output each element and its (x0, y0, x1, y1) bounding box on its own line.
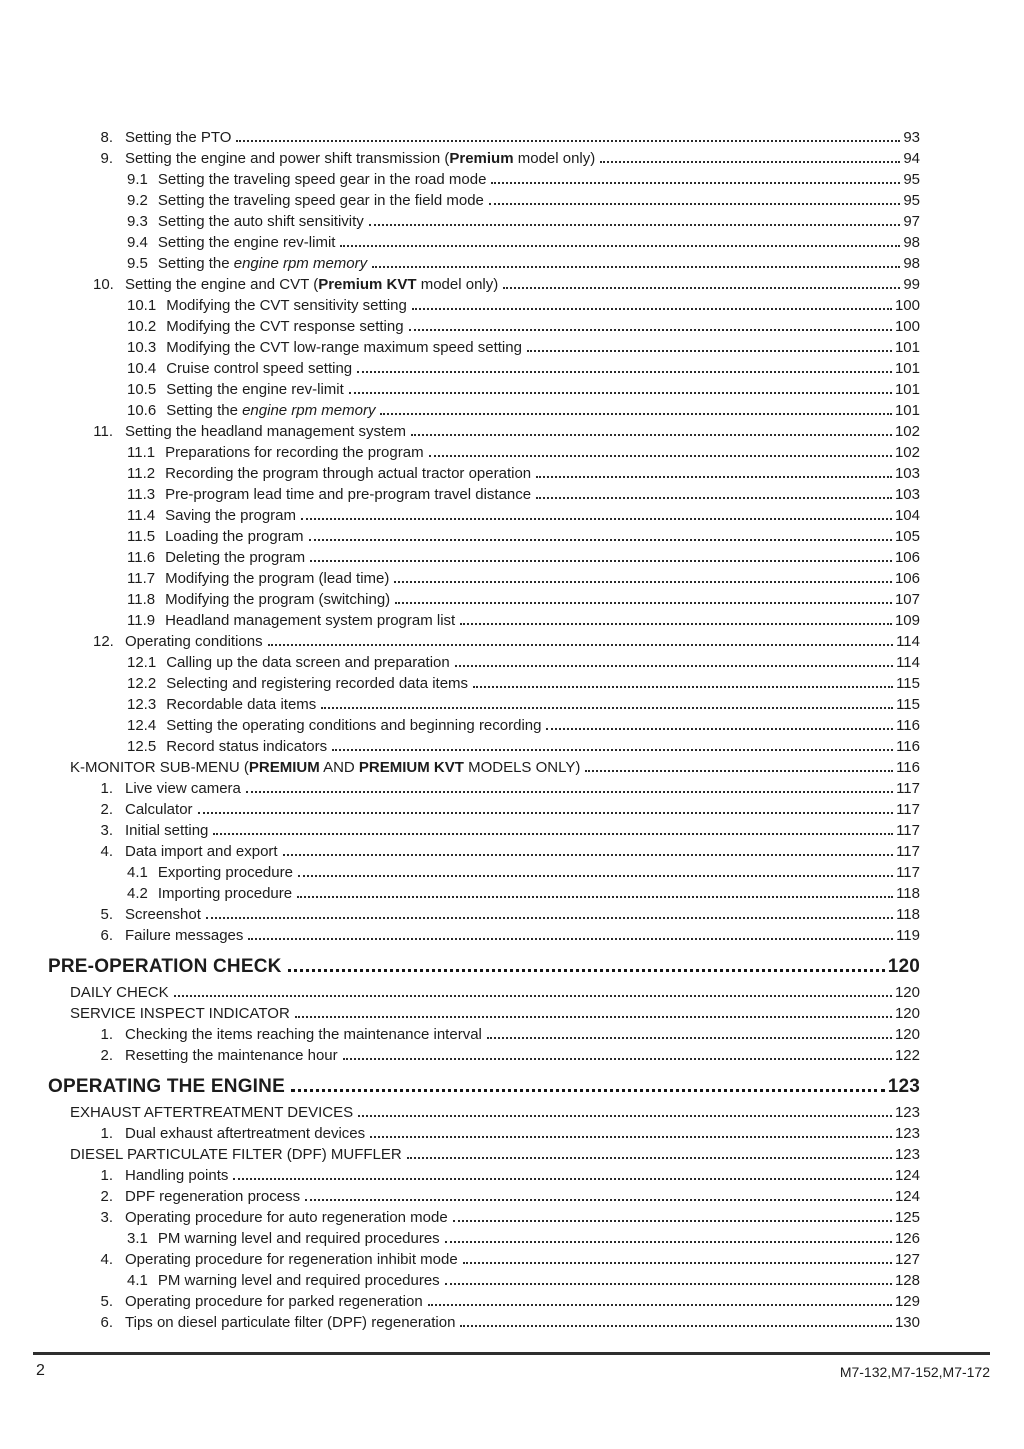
entry-page-number: 120 (887, 956, 920, 977)
entry-title: Modifying the CVT low-range maximum speed setting (166, 339, 522, 356)
toc-entry (93, 1045, 920, 1066)
entry-number: 5. (100, 1293, 113, 1310)
toc-entry (93, 631, 920, 652)
toc-entry (93, 1312, 920, 1333)
dot-leader (233, 1175, 892, 1180)
dot-leader (309, 536, 892, 541)
entry-page-number: 117 (896, 780, 920, 797)
toc-entry (127, 589, 920, 610)
entry-page-number: 117 (896, 864, 920, 881)
dot-leader (460, 620, 892, 625)
entry-page-number: 119 (896, 927, 920, 944)
entry-page-number: 101 (894, 360, 920, 377)
entry-page-number: 95 (903, 171, 920, 188)
entry-title: K-MONITOR SUB-MENU (PREMIUM AND PREMIUM KVT MODELS ONLY) (70, 759, 581, 776)
dot-leader (394, 578, 892, 583)
entry-number: 2. (100, 1188, 113, 1205)
toc-entry (127, 736, 920, 757)
entry-number: 4.1 (127, 1272, 148, 1289)
entry-title: Loading the program (165, 528, 304, 545)
toc-entry (127, 358, 920, 379)
dot-leader (489, 200, 900, 205)
entry-page-number: 116 (896, 759, 920, 776)
dot-leader (372, 263, 900, 268)
entry-title: PM warning level and required procedures (157, 1230, 440, 1247)
toc-entry (48, 1074, 920, 1100)
entry-title: Recordable data items (166, 696, 317, 713)
entry-number: 4.1 (127, 864, 148, 881)
dot-leader (445, 1238, 892, 1243)
dot-leader (174, 992, 892, 997)
entry-page-number: 120 (894, 1026, 920, 1043)
entry-page-number: 118 (896, 885, 920, 902)
entry-page-number: 114 (896, 654, 920, 671)
toc-entry (93, 841, 920, 862)
toc-entry (93, 127, 920, 148)
entry-number: 9.5 (127, 255, 148, 272)
entry-title: Data import and export (125, 843, 278, 860)
entry-title: Setting the traveling speed gear in the road mode (157, 171, 487, 188)
entry-title: Handling points (125, 1167, 229, 1184)
entry-page-number: 122 (894, 1047, 920, 1064)
entry-title: Setting the engine rpm memory (157, 255, 368, 272)
entry-page-number: 107 (894, 591, 920, 608)
entry-title: OPERATING THE ENGINE (48, 1076, 285, 1097)
entry-title: Setting the PTO (125, 129, 232, 146)
entry-page-number: 130 (894, 1314, 920, 1331)
entry-page-number: 118 (896, 906, 920, 923)
entry-page-number: 123 (894, 1104, 920, 1121)
entry-page-number: 103 (894, 486, 920, 503)
toc-entry (93, 799, 920, 820)
entry-number: 3. (100, 822, 113, 839)
dot-leader (453, 1217, 892, 1222)
toc-entry (127, 232, 920, 253)
toc-entry (93, 1207, 920, 1228)
entry-title: Importing procedure (157, 885, 293, 902)
dot-leader (463, 1259, 892, 1264)
entry-title: Failure messages (125, 927, 244, 944)
toc-entry (127, 883, 920, 904)
entry-page-number: 123 (887, 1076, 920, 1097)
entry-page-number: 97 (903, 213, 920, 230)
entry-page-number: 101 (894, 381, 920, 398)
entry-title: Saving the program (165, 507, 296, 524)
dot-leader (340, 242, 900, 247)
toc-entry (93, 274, 920, 295)
entry-page-number: 98 (903, 255, 920, 272)
entry-title: Setting the auto shift sensitivity (157, 213, 364, 230)
entry-title: Setting the engine and CVT (Premium KVT model only) (125, 276, 499, 293)
toc-entry (127, 1228, 920, 1249)
entry-number: 5. (100, 906, 113, 923)
entry-page-number: 104 (894, 507, 920, 524)
toc-list (48, 127, 920, 1333)
entry-title: DAILY CHECK (70, 984, 169, 1001)
dot-leader (407, 1154, 892, 1159)
toc-entry (127, 169, 920, 190)
entry-number: 10.2 (127, 318, 157, 335)
toc-entry (70, 757, 920, 778)
toc-entry (127, 526, 920, 547)
entry-number: 11.6 (127, 549, 156, 566)
entry-title: Resetting the maintenance hour (125, 1047, 338, 1064)
dot-leader (349, 389, 892, 394)
entry-title: Preparations for recording the program (165, 444, 424, 461)
dot-leader (491, 179, 900, 184)
entry-number: 11.3 (127, 486, 156, 503)
entry-number: 1. (100, 1026, 113, 1043)
entry-title: Setting the engine rpm memory (166, 402, 376, 419)
entry-title: Headland management system program list (165, 612, 456, 629)
entry-number: 1. (100, 780, 113, 797)
entry-page-number: 106 (894, 570, 920, 587)
entry-page-number: 103 (894, 465, 920, 482)
entry-number: 1. (100, 1125, 113, 1142)
entry-title: EXHAUST AFTERTREATMENT DEVICES (70, 1104, 354, 1121)
entry-page-number: 102 (894, 444, 920, 461)
dot-leader (332, 746, 893, 751)
dot-leader (298, 872, 893, 877)
entry-page-number: 115 (896, 675, 920, 692)
entry-page-number: 123 (894, 1125, 920, 1142)
dot-leader (283, 851, 894, 856)
toc-entry (127, 547, 920, 568)
entry-title: Operating procedure for parked regeneration (125, 1293, 423, 1310)
dot-leader (305, 1196, 892, 1201)
toc-entry (93, 421, 920, 442)
entry-title: Recording the program through actual tractor operation (165, 465, 532, 482)
toc-entry (93, 148, 920, 169)
dot-leader (536, 473, 892, 478)
entry-number: 11. (93, 423, 113, 440)
entry-number: 10.6 (127, 402, 157, 419)
entry-number: 4.2 (127, 885, 148, 902)
entry-title: Setting the engine rev-limit (157, 234, 336, 251)
entry-title: Checking the items reaching the maintenance interval (125, 1026, 482, 1043)
entry-title: Live view camera (125, 780, 241, 797)
entry-page-number: 115 (896, 696, 920, 713)
dot-leader (411, 431, 892, 436)
toc-entry (70, 1003, 920, 1024)
dot-leader (198, 809, 894, 814)
toc-entry (127, 442, 920, 463)
entry-number: 10.1 (127, 297, 157, 314)
entry-number: 2. (100, 801, 113, 818)
entry-number: 6. (100, 927, 113, 944)
entry-title: Tips on diesel particulate filter (DPF) regeneration (125, 1314, 456, 1331)
entry-number: 2. (100, 1047, 113, 1064)
entry-number: 1. (100, 1167, 113, 1184)
entry-title: Deleting the program (165, 549, 306, 566)
dot-leader (445, 1280, 892, 1285)
toc-entry (127, 652, 920, 673)
dot-leader (295, 1013, 892, 1018)
entry-title: Modifying the CVT sensitivity setting (166, 297, 407, 314)
entry-title: Modifying the CVT response setting (166, 318, 404, 335)
entry-page-number: 116 (896, 717, 920, 734)
toc-entry (127, 295, 920, 316)
entry-number: 10.5 (127, 381, 157, 398)
dot-leader (600, 158, 900, 163)
dot-leader (487, 1034, 892, 1039)
dot-leader (395, 599, 892, 604)
entry-title: DPF regeneration process (125, 1188, 301, 1205)
entry-title: PRE-OPERATION CHECK (48, 956, 282, 977)
dot-leader (428, 1301, 892, 1306)
entry-page-number: 124 (894, 1188, 920, 1205)
entry-number: 9.3 (127, 213, 148, 230)
dot-leader (473, 683, 893, 688)
entry-page-number: 123 (894, 1146, 920, 1163)
entry-page-number: 125 (894, 1209, 920, 1226)
entry-page-number: 106 (894, 549, 920, 566)
dot-leader (370, 1133, 892, 1138)
entry-number: 9.1 (127, 171, 148, 188)
entry-page-number: 116 (896, 738, 920, 755)
entry-number: 10.3 (127, 339, 157, 356)
entry-number: 12.4 (127, 717, 157, 734)
toc-entry (127, 190, 920, 211)
entry-number: 12.3 (127, 696, 157, 713)
toc-entry (93, 1123, 920, 1144)
entry-title: Modifying the program (switching) (165, 591, 391, 608)
entry-title: Setting the engine rev-limit (166, 381, 344, 398)
entry-number: 11.9 (127, 612, 156, 629)
entry-page-number: 100 (894, 318, 920, 335)
dot-leader (268, 641, 893, 646)
dot-leader (536, 494, 892, 499)
toc-entry (70, 1102, 920, 1123)
toc-entry (93, 1186, 920, 1207)
entry-page-number: 101 (894, 339, 920, 356)
dot-leader (369, 221, 901, 226)
dot-leader (343, 1055, 892, 1060)
dot-leader (503, 284, 900, 289)
toc-entry (127, 211, 920, 232)
entry-page-number: 100 (894, 297, 920, 314)
entry-page-number: 127 (894, 1251, 920, 1268)
toc-entry (127, 316, 920, 337)
toc-entry (127, 1270, 920, 1291)
dot-leader (585, 767, 893, 772)
entry-page-number: 117 (896, 801, 920, 818)
dot-leader (246, 788, 893, 793)
entry-title: Calling up the data screen and preparation (166, 654, 450, 671)
entry-title: PM warning level and required procedures (157, 1272, 440, 1289)
toc-entry (93, 1024, 920, 1045)
entry-number: 11.5 (127, 528, 156, 545)
entry-number: 11.8 (127, 591, 156, 608)
entry-page-number: 117 (896, 822, 920, 839)
toc-entry (127, 568, 920, 589)
dot-leader (429, 452, 892, 457)
toc-entry (127, 505, 920, 526)
entry-title: Pre-program lead time and pre-program travel distance (165, 486, 532, 503)
entry-page-number: 93 (903, 129, 920, 146)
entry-title: Setting the engine and power shift transmission (Premium model only) (125, 150, 596, 167)
entry-title: Cruise control speed setting (166, 360, 353, 377)
entry-number: 8. (100, 129, 113, 146)
entry-number: 11.2 (127, 465, 156, 482)
entry-title: Operating procedure for regeneration inhibit mode (125, 1251, 458, 1268)
toc-entry (93, 904, 920, 925)
toc-entry (127, 715, 920, 736)
entry-number: 9. (100, 150, 113, 167)
entry-number: 12.2 (127, 675, 157, 692)
entry-number: 12. (93, 633, 114, 650)
dot-leader (527, 347, 892, 352)
entry-page-number: 109 (894, 612, 920, 629)
entry-title: Calculator (125, 801, 193, 818)
entry-number: 3.1 (127, 1230, 148, 1247)
entry-number: 10. (93, 276, 114, 293)
dot-leader (321, 704, 893, 709)
entry-page-number: 101 (894, 402, 920, 419)
entry-number: 12.5 (127, 738, 157, 755)
entry-title: Setting the headland management system (125, 423, 407, 440)
toc-entry (127, 379, 920, 400)
entry-page-number: 95 (903, 192, 920, 209)
toc-entry (127, 337, 920, 358)
toc-entry (127, 673, 920, 694)
dot-leader (297, 893, 893, 898)
entry-page-number: 120 (894, 1005, 920, 1022)
dot-leader (236, 137, 900, 142)
toc-entry (70, 982, 920, 1003)
entry-title: Setting the traveling speed gear in the field mode (157, 192, 484, 209)
entry-title: Setting the operating conditions and beginning recording (166, 717, 542, 734)
toc-entry (48, 954, 920, 980)
toc-entry (127, 463, 920, 484)
entry-number: 6. (100, 1314, 113, 1331)
entry-page-number: 117 (896, 843, 920, 860)
entry-title: SERVICE INSPECT INDICATOR (70, 1005, 290, 1022)
entry-page-number: 126 (894, 1230, 920, 1247)
toc-entry (127, 253, 920, 274)
dot-leader (301, 515, 892, 520)
entry-page-number: 120 (894, 984, 920, 1001)
entry-number: 9.4 (127, 234, 148, 251)
entry-title: Selecting and registering recorded data items (166, 675, 469, 692)
entry-number: 10.4 (127, 360, 157, 377)
entry-title: Initial setting (125, 822, 209, 839)
entry-page-number: 99 (903, 276, 920, 293)
entry-number: 3. (100, 1209, 113, 1226)
entry-page-number: 129 (894, 1293, 920, 1310)
toc-entry (70, 1144, 920, 1165)
toc-entry (127, 400, 920, 421)
footer-model-codes: M7-132,M7-152,M7-172 (839, 1364, 990, 1380)
toc-entry (93, 778, 920, 799)
dot-leader (455, 662, 893, 667)
entry-page-number: 94 (903, 150, 920, 167)
dot-leader (291, 1085, 885, 1092)
toc-entry (127, 862, 920, 883)
dot-leader (358, 1112, 892, 1117)
dot-leader (380, 410, 891, 415)
entry-page-number: 98 (903, 234, 920, 251)
toc-entry (93, 1165, 920, 1186)
dot-leader (206, 914, 893, 919)
entry-page-number: 124 (894, 1167, 920, 1184)
toc-entry (93, 1291, 920, 1312)
entry-number: 9.2 (127, 192, 148, 209)
dot-leader (213, 830, 893, 835)
toc-entry (93, 925, 920, 946)
entry-title: Screenshot (125, 906, 201, 923)
entry-title: Exporting procedure (157, 864, 293, 881)
dot-leader (412, 305, 892, 310)
dot-leader (409, 326, 892, 331)
entry-number: 4. (100, 843, 113, 860)
toc-entry (127, 484, 920, 505)
entry-title: Record status indicators (166, 738, 328, 755)
entry-number: 12.1 (127, 654, 157, 671)
entry-number: 11.1 (127, 444, 156, 461)
entry-number: 11.4 (127, 507, 156, 524)
entry-title: DIESEL PARTICULATE FILTER (DPF) MUFFLER (70, 1146, 402, 1163)
toc-entry (93, 1249, 920, 1270)
toc-entry (127, 694, 920, 715)
toc-entry (127, 610, 920, 631)
entry-title: Modifying the program (lead time) (165, 570, 390, 587)
entry-title: Dual exhaust aftertreatment devices (125, 1125, 366, 1142)
dot-leader (248, 935, 893, 940)
entry-page-number: 114 (896, 633, 920, 650)
entry-page-number: 105 (894, 528, 920, 545)
entry-title: Operating procedure for auto regeneration mode (125, 1209, 448, 1226)
toc-entry (93, 820, 920, 841)
footer-page-number: 2 (36, 1362, 45, 1379)
entry-number: 4. (100, 1251, 113, 1268)
dot-leader (310, 557, 892, 562)
entry-number: 11.7 (127, 570, 156, 587)
dot-leader (288, 965, 885, 972)
dot-leader (460, 1322, 892, 1327)
dot-leader (357, 368, 892, 373)
entry-title: Operating conditions (125, 633, 263, 650)
entry-page-number: 102 (894, 423, 920, 440)
dot-leader (546, 725, 893, 730)
entry-page-number: 128 (894, 1272, 920, 1289)
footer-divider (33, 1352, 990, 1355)
